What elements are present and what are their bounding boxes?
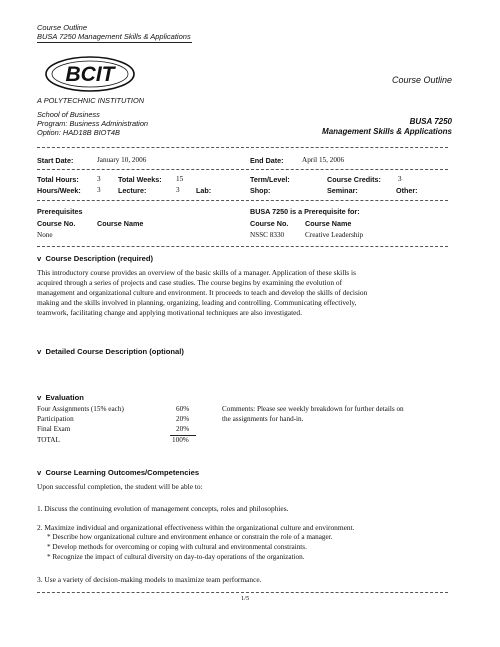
- page-number: 1/5: [241, 595, 250, 602]
- section-evaluation: [37, 393, 84, 402]
- section-bullet: v: [37, 468, 42, 477]
- prereq-for-row-no: NSSC 8330: [250, 231, 285, 239]
- page-header-line2: BUSA 7250 Management Skills & Applications: [37, 32, 191, 41]
- section-title: Detailed Course Description (optional): [45, 347, 184, 356]
- outcome-item-2: 2. Maximize individual and organizational effectiveness within the organizational culture and environment.: [37, 523, 355, 532]
- evaluation-item: TOTAL: [37, 436, 60, 444]
- total-weeks-label: Total Weeks:: [118, 175, 162, 184]
- description-line: teamwork, facilitating change and applying motivational techniques are also investigated.: [37, 308, 302, 317]
- term-level-label: Term/Level:: [250, 175, 290, 184]
- course-credits-label: Course Credits:: [327, 175, 381, 184]
- lab-label: Lab:: [196, 186, 212, 195]
- option-line: Option: HAD18B BIOT4B: [37, 128, 120, 137]
- start-date-label: Start Date:: [37, 156, 74, 165]
- course-credits-value: 3: [398, 175, 402, 183]
- course-description-text: [37, 268, 367, 318]
- prereq-for-row-name: Creative Leadership: [305, 231, 364, 239]
- outcomes-intro: Upon successful completion, the student will be able to:: [37, 482, 203, 491]
- section-bullet: v: [37, 347, 42, 356]
- outcome-subitem: * Describe how organizational culture and environment enhance or constrain the role of a manager.: [47, 533, 333, 541]
- description-line: management and organizational culture and environment. It proceeds to teach and develop the skills of decision: [37, 288, 368, 297]
- lecture-value: 3: [176, 186, 180, 194]
- total-weeks-value: 15: [176, 175, 184, 183]
- evaluation-item: Four Assignments (15% each): [37, 405, 124, 413]
- evaluation-item: Participation: [37, 415, 74, 423]
- header-underline: [37, 42, 192, 43]
- program-line: Program: Business Administration: [37, 119, 149, 128]
- bcit-logo: [44, 55, 136, 93]
- divider-1: [37, 147, 448, 148]
- divider-3: [37, 200, 448, 201]
- evaluation-comments-line2: the assignments for hand-in.: [222, 415, 304, 423]
- total-hours-label: Total Hours:: [37, 175, 79, 184]
- outcome-subitem: * Recognize the impact of cultural diversity on day-to-day operations of the organization.: [47, 553, 305, 561]
- footer-divider: [37, 592, 448, 593]
- section-outcomes: [37, 468, 199, 477]
- outcome-subitem: * Develop methods for overcoming or coping with cultural and environmental constraints.: [47, 543, 307, 551]
- divider-4: [37, 246, 448, 247]
- prereq-for-col-no: Course No.: [250, 219, 289, 228]
- section-bullet: v: [37, 254, 42, 263]
- prereq-for-title: BUSA 7250 is a Prerequisite for:: [250, 207, 360, 216]
- page-header-line1: Course Outline: [37, 23, 88, 32]
- evaluation-pct: 20%: [176, 415, 190, 423]
- section-bullet: v: [37, 393, 42, 402]
- outcome-item-1: 1. Discuss the continuing evolution of management concepts, roles and philosophies.: [37, 504, 289, 513]
- evaluation-pct: 60%: [176, 405, 190, 413]
- prereq-col-name: Course Name: [97, 219, 144, 228]
- end-date-value: April 15, 2006: [302, 156, 345, 164]
- hours-week-value: 3: [97, 186, 101, 194]
- logo-tagline: A POLYTECHNIC INSTITUTION: [37, 96, 145, 105]
- evaluation-pct: 20%: [176, 425, 190, 433]
- section-course-description: [37, 254, 153, 263]
- school-name: School of Business: [37, 110, 100, 119]
- evaluation-pct: 100%: [172, 436, 189, 444]
- description-line: This introductory course provides an overview of the basic skills of a manager. Application of these skills is: [37, 268, 356, 277]
- description-line: acquired through a series of projects and case studies. The course begins by examining the evolution of: [37, 278, 343, 287]
- prereq-for-col-name: Course Name: [305, 219, 352, 228]
- lecture-label: Lecture:: [118, 186, 147, 195]
- prereq-row-no: None: [37, 231, 53, 239]
- outcome-item-3: 3. Use a variety of decision-making models to maximize team performance.: [37, 575, 262, 584]
- description-line: making and the skills involved in planning, organizing, leading and controlling. Communicating effectively,: [37, 298, 357, 307]
- course-title: Management Skills & Applications: [322, 127, 452, 136]
- seminar-label: Seminar:: [327, 186, 358, 195]
- total-hours-value: 3: [97, 175, 101, 183]
- course-code: BUSA 7250: [409, 117, 452, 126]
- other-label: Other:: [396, 186, 418, 195]
- prereq-title: Prerequisites: [37, 207, 83, 216]
- logo-text: BCIT: [65, 63, 115, 86]
- section-title: Evaluation: [45, 393, 84, 402]
- start-date-value: January 10, 2006: [97, 156, 147, 164]
- hours-week-label: Hours/Week:: [37, 186, 81, 195]
- section-title: Course Description (required): [45, 254, 154, 263]
- prereq-col-no: Course No.: [37, 219, 76, 228]
- section-title: Course Learning Outcomes/Competencies: [45, 468, 200, 477]
- divider-2: [37, 169, 448, 170]
- doc-type: Course Outline: [391, 75, 452, 85]
- shop-label: Shop:: [250, 186, 271, 195]
- evaluation-item: Final Exam: [37, 425, 71, 433]
- section-detailed-description: [37, 347, 184, 356]
- end-date-label: End Date:: [250, 156, 284, 165]
- evaluation-comments-line1: Comments: Please see weekly breakdown for further details on: [222, 405, 404, 413]
